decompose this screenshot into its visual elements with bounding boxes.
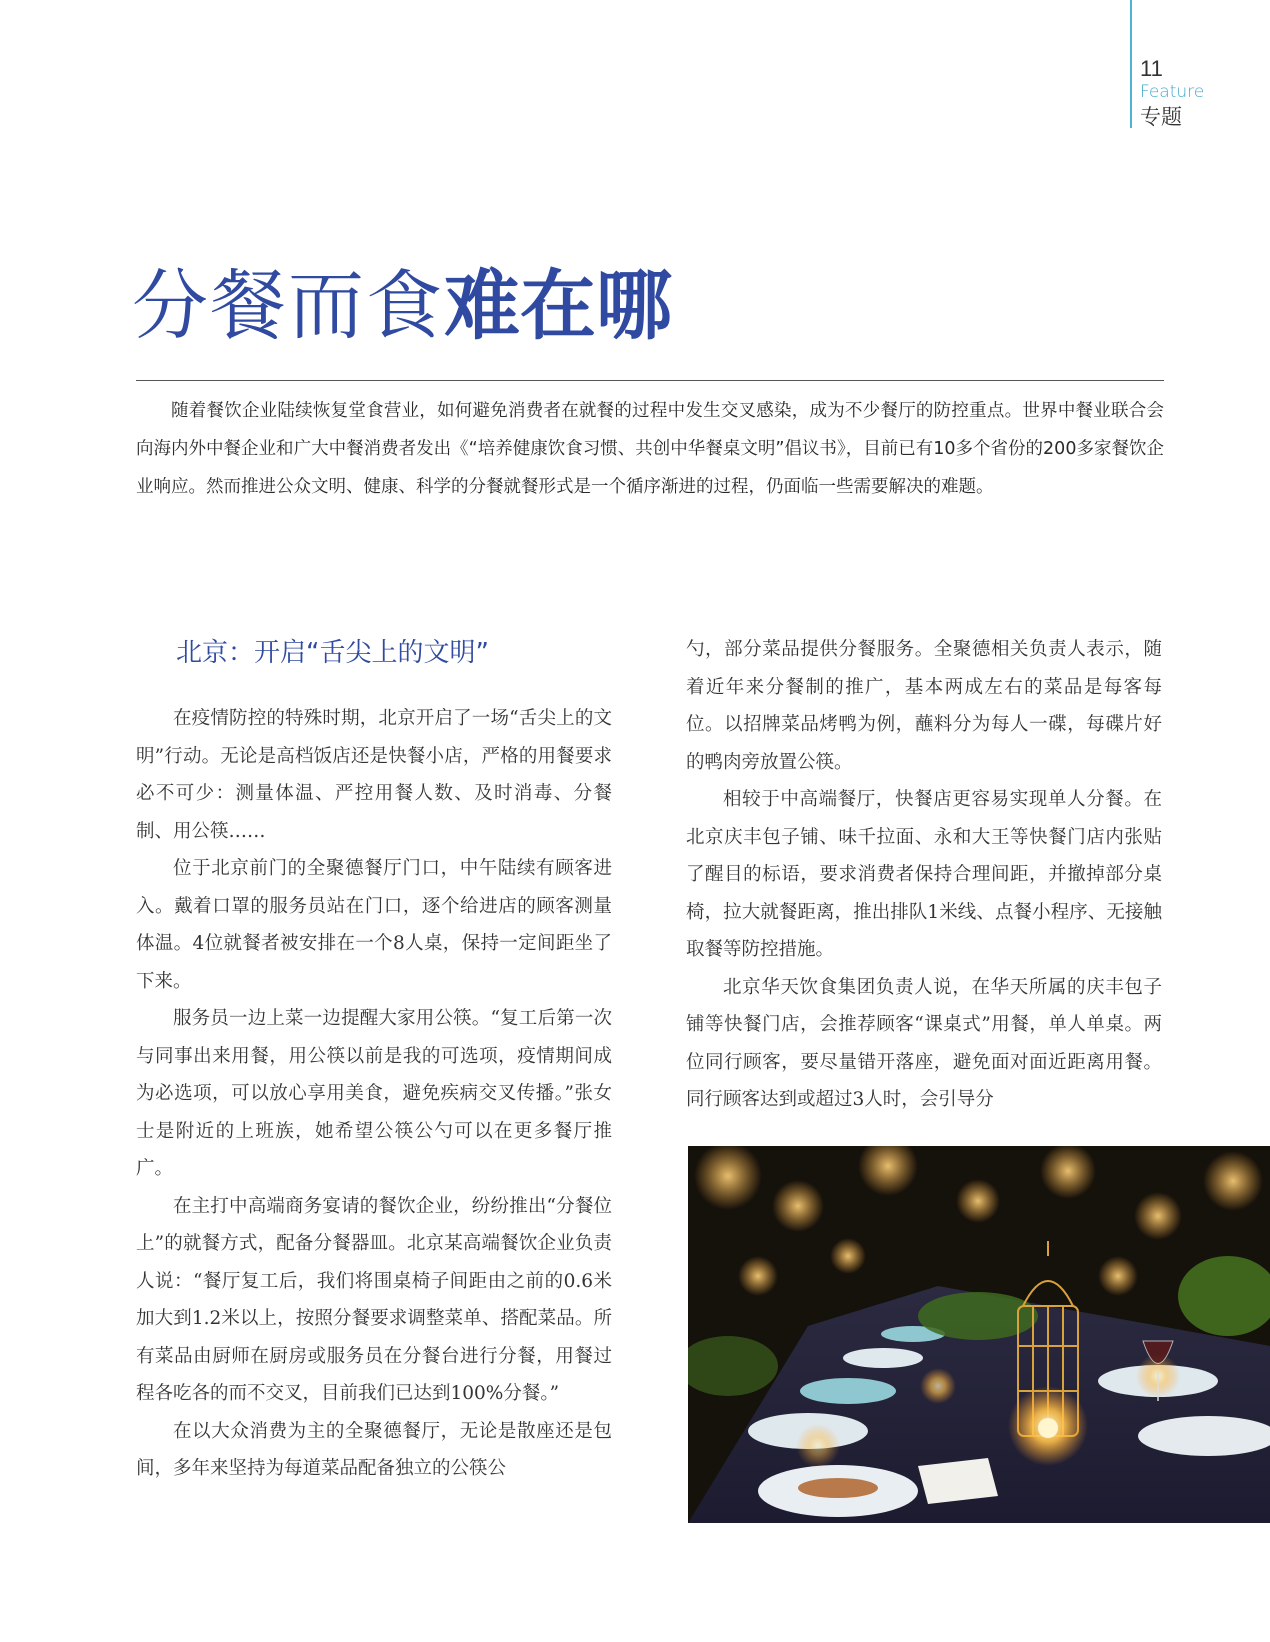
body-paragraph: 北京华天饮食集团负责人说，在华天所属的庆丰包子铺等快餐门店，会推荐顾客“课桌式”用餐，单人单桌。两位同行顾客，要尽量错开落座，避免面对面近距离用餐。同行顾客达到或超过3人时，会引导分 <box>686 976 1162 1110</box>
left-column <box>136 700 612 1488</box>
title-divider <box>136 380 1164 381</box>
body-paragraph: 相较于中高端餐厅，快餐店更容易实现单人分餐。在北京庆丰包子铺、味千拉面、永和大王等快餐门店内张贴了醒目的标语，要求消费者保持合理间距，并撤掉部分桌椅，拉大就餐距离，推出排队1米线、点餐小程序、无接触取餐等防控措施。 <box>686 789 1162 960</box>
lead-paragraph: 随着餐饮企业陆续恢复堂食营业，如何避免消费者在就餐的过程中发生交叉感染，成为不少餐厅的防控重点。世界中餐业联合会向海内外中餐企业和广大中餐消费者发出《“培养健康饮食习惯、共创中华餐桌文明”倡议书》，目前已有10多个省份的200多家餐饮企业响应。然而推进公众文明、健康、科学的分餐就餐形式是一个循序渐进的过程，仍面临一些需要解决的难题。 <box>136 401 1164 497</box>
section-heading: 北京：开启“舌尖上的文明” <box>176 638 489 668</box>
body-paragraph: 位于北京前门的全聚德餐厅门口，中午陆续有顾客进入。戴着口罩的服务员站在门口，逐个给进店的顾客测量体温。4位就餐者被安排在一个8人桌，保持一定间距坐了下来。 <box>136 858 612 992</box>
body-paragraph: 在主打中高端商务宴请的餐饮企业，纷纷推出“分餐位上”的就餐方式，配备分餐器皿。北京某高端餐饮企业负责人说：“餐厅复工后，我们将围桌椅子间距由之前的0.6米加大到1.2米以上，按照分餐要求调整菜单、搭配菜品。所有菜品由厨师在厨房或服务员在分餐台进行分餐，用餐过程各吃各的而不交叉，目前我们已达到100%分餐。” <box>136 1195 612 1404</box>
body-paragraph: 勺，部分菜品提供分餐服务。全聚德相关负责人表示，随着近年来分餐制的推广，基本两成左右的菜品是每客每位。以招牌菜品烤鸭为例，蘸料分为每人一碟，每碟片好的鸭肉旁放置公筷。 <box>686 639 1162 773</box>
page-number: 11 <box>1140 56 1163 81</box>
title-bold-part: 难在哪 <box>444 261 672 350</box>
section-label-cn: 专题 <box>1140 105 1182 129</box>
title-light-part: 分餐而食 <box>132 261 444 350</box>
folio <box>1140 56 1260 130</box>
body-paragraph: 在疫情防控的特殊时期，北京开启了一场“舌尖上的文明”行动。无论是高档饭店还是快餐小店，严格的用餐要求必不可少：测量体温、严控用餐人数、及时消毒、分餐制、用公筷…… <box>136 708 612 842</box>
body-paragraph: 在以大众消费为主的全聚德餐厅，无论是散座还是包间，多年来坚持为每道菜品配备独立的公筷公 <box>136 1420 612 1479</box>
dining-table-photo <box>688 1146 1270 1523</box>
body-paragraph: 服务员一边上菜一边提醒大家用公筷。“复工后第一次与同事出来用餐，用公筷以前是我的可选项，疫情期间成为必选项，可以放心享用美食，避免疾病交叉传播。”张女士是附近的上班族，她希望公筷公勺可以在更多餐厅推广。 <box>136 1008 612 1179</box>
page-title <box>132 258 672 358</box>
folio-rule <box>1130 0 1132 128</box>
right-column <box>686 631 1162 1119</box>
section-label-en: Feature <box>1140 82 1205 102</box>
dining-photo-illustration <box>688 1146 1270 1523</box>
